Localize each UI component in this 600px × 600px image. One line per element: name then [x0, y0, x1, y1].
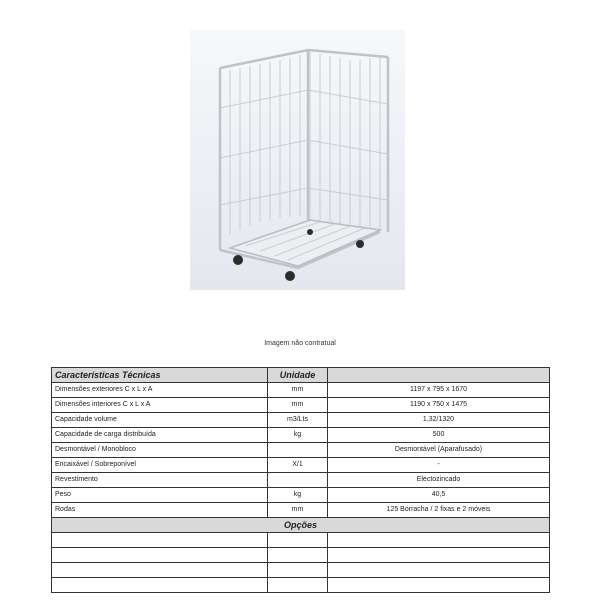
options-section-row [52, 518, 550, 533]
row-unit: m3/Lts [268, 413, 328, 428]
table-row [52, 458, 550, 473]
empty-option-row [52, 548, 550, 563]
row-value: - [328, 458, 550, 473]
row-unit: mm [268, 398, 328, 413]
table-row [52, 383, 550, 398]
specs-table [51, 367, 550, 593]
header-value [328, 368, 550, 383]
row-label: Encaixável / Sobreponível [52, 458, 268, 473]
row-unit: X/1 [268, 458, 328, 473]
header-characteristics: Características Técnicas [52, 368, 268, 383]
table-header-row [52, 368, 550, 383]
row-unit: mm [268, 383, 328, 398]
row-unit: kg [268, 428, 328, 443]
row-label: Rodas [52, 503, 268, 518]
row-value: 40,5 [328, 488, 550, 503]
product-image [190, 30, 405, 290]
row-value: 500 [328, 428, 550, 443]
table-row [52, 428, 550, 443]
table-row [52, 473, 550, 488]
table-row [52, 503, 550, 518]
row-label: Revestimento [52, 473, 268, 488]
row-unit [268, 473, 328, 488]
options-title: Opções [52, 518, 550, 533]
row-label: Desmontável / Monobloco [52, 443, 268, 458]
row-label: Peso [52, 488, 268, 503]
header-unit: Unidade [268, 368, 328, 383]
row-unit: kg [268, 488, 328, 503]
empty-option-row [52, 578, 550, 593]
row-value: Desmontável (Aparafusado) [328, 443, 550, 458]
empty-option-row [52, 533, 550, 548]
empty-option-row [52, 563, 550, 578]
row-label: Capacidade volume [52, 413, 268, 428]
table-row [52, 413, 550, 428]
row-value: 1197 x 795 x 1670 [328, 383, 550, 398]
row-label: Dimensões interiores C x L x A [52, 398, 268, 413]
row-value: 1190 x 750 x 1475 [328, 398, 550, 413]
row-label: Dimensões exteriores C x L x A [52, 383, 268, 398]
row-value: 125 Borracha / 2 fixas e 2 móveis [328, 503, 550, 518]
row-label: Capacidade de carga distribuída [52, 428, 268, 443]
table-row [52, 398, 550, 413]
row-value: 1,32/1320 [328, 413, 550, 428]
table-row [52, 443, 550, 458]
image-caption: Imagem não contratual [264, 340, 336, 347]
row-value: Electozincado [328, 473, 550, 488]
row-unit [268, 443, 328, 458]
table-row [52, 488, 550, 503]
row-unit: mm [268, 503, 328, 518]
